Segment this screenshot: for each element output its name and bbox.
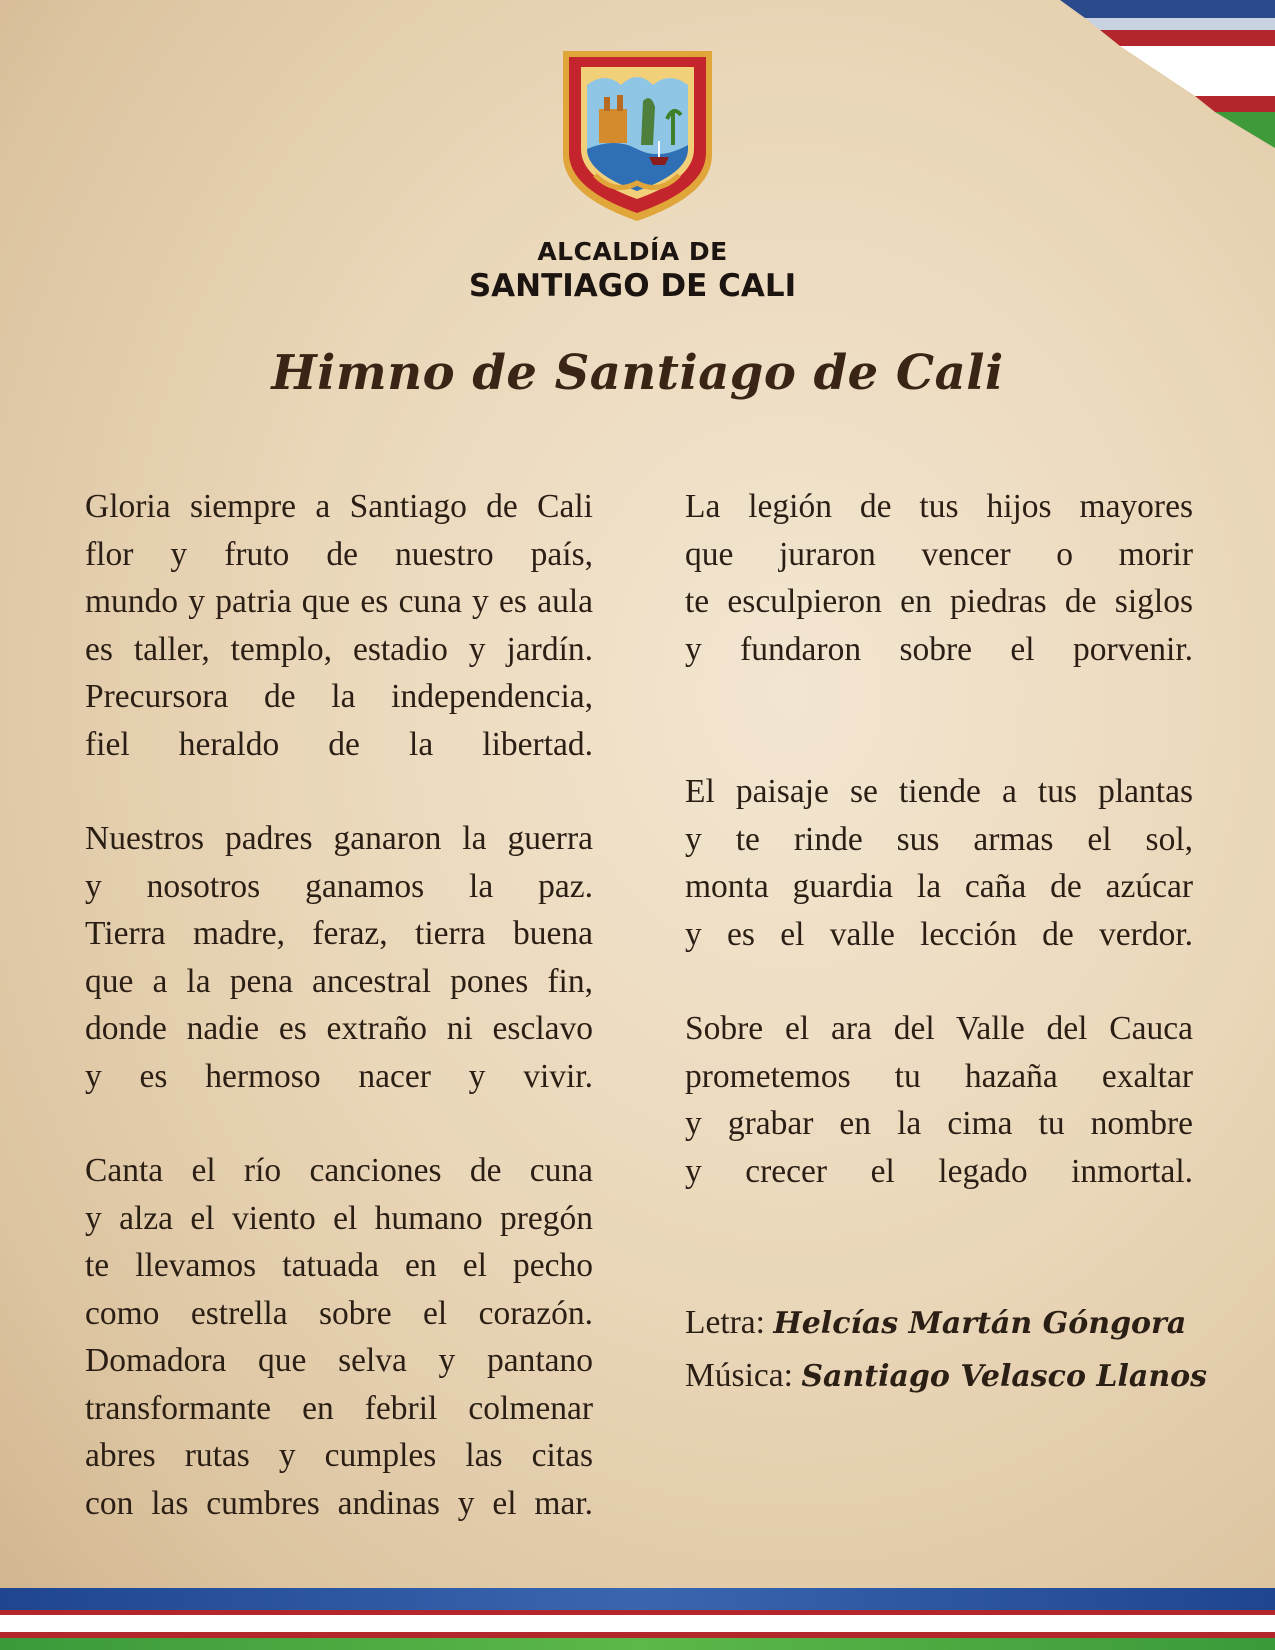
- stripe-white: [0, 1615, 1275, 1632]
- lyric-line: y es hermoso nacer y vivir.: [85, 1057, 593, 1095]
- stanza: [85, 483, 593, 768]
- page-title: Himno de Santiago de Cali: [271, 345, 1004, 401]
- lyric-line: donde nadie es extraño ni esclavo: [85, 1010, 593, 1047]
- music-credit: [685, 1350, 1207, 1403]
- lyrics-right-column: [685, 483, 1193, 1242]
- lyric-line: que a la pena ancestral pones fin,: [85, 962, 593, 1000]
- lyric-line: como estrella sobre el corazón.: [85, 1294, 593, 1332]
- lyric-line: y fundaron sobre el porvenir.: [685, 630, 1193, 668]
- stanza: [685, 483, 1193, 673]
- lyrics-author: Helcías Martán Góngora: [773, 1306, 1187, 1341]
- lyrics-label: Letra:: [685, 1304, 765, 1341]
- lyrics-credit: [685, 1297, 1207, 1350]
- lyric-line: Gloria siempre a Santiago de Cali: [85, 488, 593, 525]
- org-name-line1: ALCALDÍA DE: [537, 237, 728, 266]
- lyric-line: monta guardia la caña de azúcar: [685, 868, 1193, 905]
- music-author: Santiago Velasco Llanos: [801, 1359, 1208, 1394]
- lyric-line: transformante en febril colmenar: [85, 1389, 593, 1427]
- lyric-line: es taller, templo, estadio y jardín.: [85, 630, 593, 668]
- lyric-line: te llevamos tatuada en el pecho: [85, 1247, 593, 1284]
- lyric-line: y te rinde sus armas el sol,: [685, 820, 1193, 858]
- stripe-blue: [0, 1588, 1275, 1610]
- header: [0, 45, 1275, 305]
- lyric-line: Canta el río canciones de cuna: [85, 1152, 593, 1189]
- org-name-line2: SANTIAGO DE CALI: [468, 268, 797, 304]
- stanza: [85, 1147, 593, 1527]
- lyric-line: fiel heraldo de la libertad.: [85, 725, 593, 763]
- lyric-line: y alza el viento el humano pregón: [85, 1199, 593, 1237]
- lyric-line: con las cumbres andinas y el mar.: [85, 1484, 593, 1522]
- lyric-line: y nosotros ganamos la paz.: [85, 867, 593, 905]
- lyric-line: flor y fruto de nuestro país,: [85, 535, 593, 573]
- lyric-line: y es el valle lección de verdor.: [685, 915, 1193, 953]
- city-coat-of-arms-icon: [555, 45, 720, 225]
- stanza: [85, 815, 593, 1100]
- lyric-line: Nuestros padres ganaron la guerra: [85, 820, 593, 857]
- lyric-line: El paisaje se tiende a tus plantas: [685, 773, 1193, 810]
- stripe-green: [0, 1638, 1275, 1650]
- music-label: Música:: [685, 1357, 793, 1394]
- stanza: [685, 768, 1193, 958]
- lyric-line: y grabar en la cima tu nombre: [685, 1105, 1193, 1142]
- lyric-line: Tierra madre, feraz, tierra buena: [85, 915, 593, 952]
- credits: [685, 1297, 1207, 1403]
- bottom-flag-stripes: [0, 1588, 1275, 1650]
- lyric-line: que juraron vencer o morir: [685, 535, 1193, 573]
- lyric-line: y crecer el legado inmortal.: [685, 1152, 1193, 1190]
- lyric-line: mundo y patria que es cuna y es aula: [85, 583, 593, 620]
- stanza: [685, 1005, 1193, 1195]
- lyric-line: te esculpieron en piedras de siglos: [685, 583, 1193, 620]
- lyric-line: Domadora que selva y pantano: [85, 1342, 593, 1379]
- lyric-line: prometemos tu hazaña exaltar: [685, 1057, 1193, 1095]
- lyric-line: Precursora de la independencia,: [85, 678, 593, 715]
- lyric-line: abres rutas y cumples las citas: [85, 1437, 593, 1474]
- lyrics-left-column: [85, 483, 593, 1574]
- lyric-line: Sobre el ara del Valle del Cauca: [685, 1010, 1193, 1047]
- lyric-line: La legión de tus hijos mayores: [685, 488, 1193, 525]
